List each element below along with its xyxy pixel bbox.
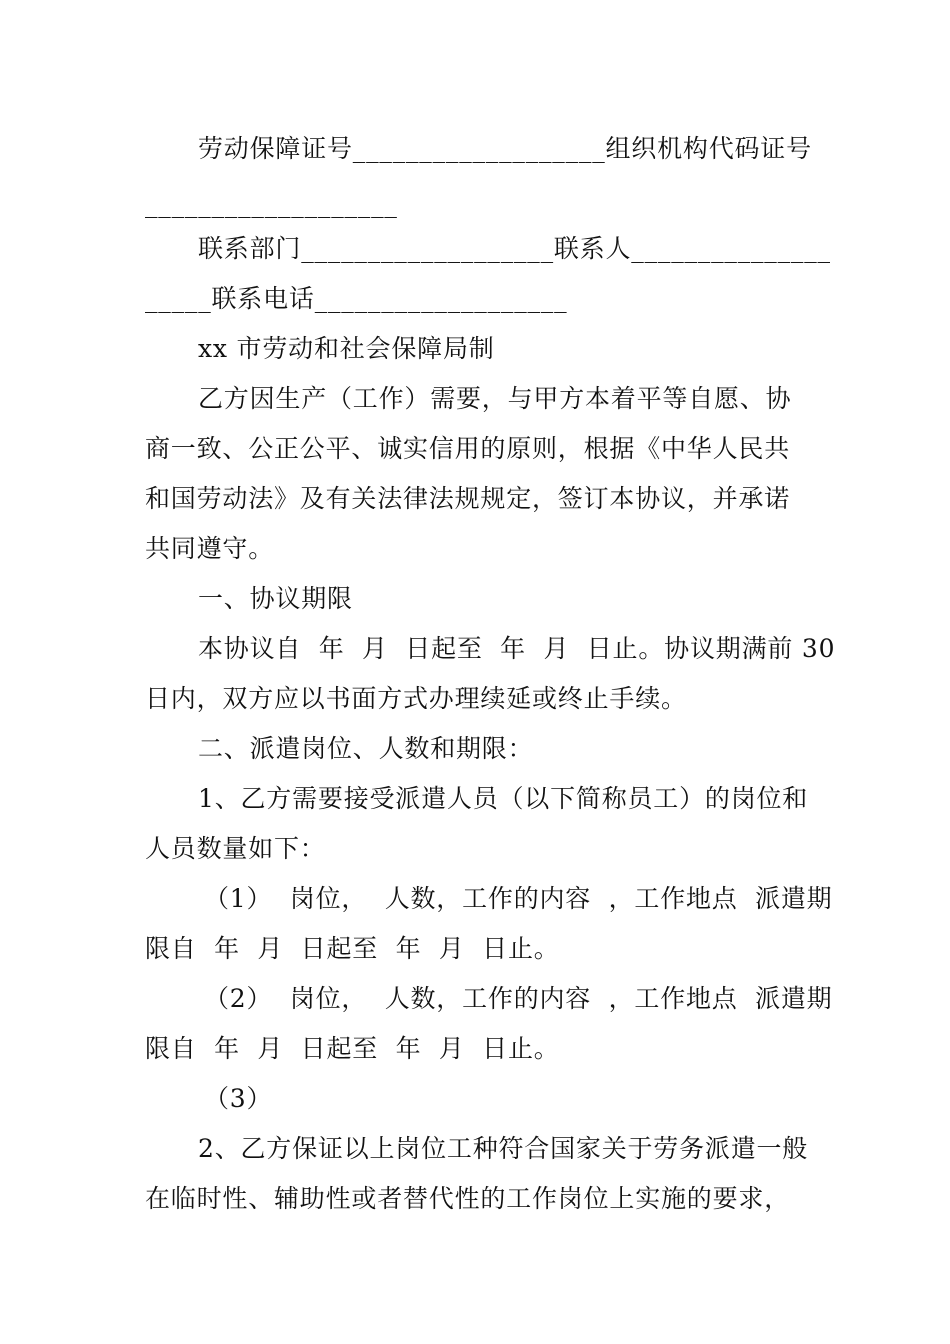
position-3-line: （3） (204, 1084, 273, 1113)
item-2-line-2: 在临时性、辅助性或者替代性的工作岗位上实施的要求， (145, 1184, 791, 1213)
position-1-line-2: 限自 年 月 日起至 年 月 日止。 (145, 934, 560, 963)
section-1-heading: 一、协议期限 (198, 584, 353, 613)
position-2-line-1: （2） 岗位， 人数，工作的内容 ，工作地点 派遣期 (204, 984, 833, 1013)
paragraph-intro-line-1: 乙方因生产（工作）需要，与甲方本着平等自愿、协 (198, 384, 792, 413)
position-2-line-2: 限自 年 月 日起至 年 月 日止。 (145, 1034, 560, 1063)
labor-security-cert-line: 劳动保障证号___________________组织机构代码证号 (198, 134, 812, 163)
paragraph-intro-line-2: 商一致、公正公平、诚实信用的原则，根据《中华人民共 (145, 434, 791, 463)
issuer-line: xx 市劳动和社会保障局制 (198, 334, 495, 363)
paragraph-intro-line-3: 和国劳动法》及有关法律法规规定，签订本协议，并承诺 (145, 484, 791, 513)
paragraph-intro-line-4: 共同遵守。 (145, 534, 275, 563)
contact-dept-line: 联系部门___________________联系人_______________ (198, 234, 831, 263)
position-1-line-1: （1） 岗位， 人数，工作的内容 ，工作地点 派遣期 (204, 884, 833, 913)
item-2-line-1: 2、乙方保证以上岗位工种符合国家关于劳务派遣一般 (198, 1134, 809, 1163)
term-line-1: 本协议自 年 月 日起至 年 月 日止。协议期满前 30 (198, 634, 836, 663)
section-2-heading: 二、派遣岗位、人数和期限： (198, 734, 534, 763)
org-code-blank-line: ___________________ (145, 189, 398, 218)
item-1-line-1: 1、乙方需要接受派遣人员（以下简称员工）的岗位和 (198, 784, 809, 813)
item-1-line-2: 人员数量如下： (145, 834, 326, 863)
contact-phone-line: _____联系电话___________________ (145, 284, 568, 313)
term-line-2: 日内，双方应以书面方式办理续延或终止手续。 (145, 684, 687, 713)
